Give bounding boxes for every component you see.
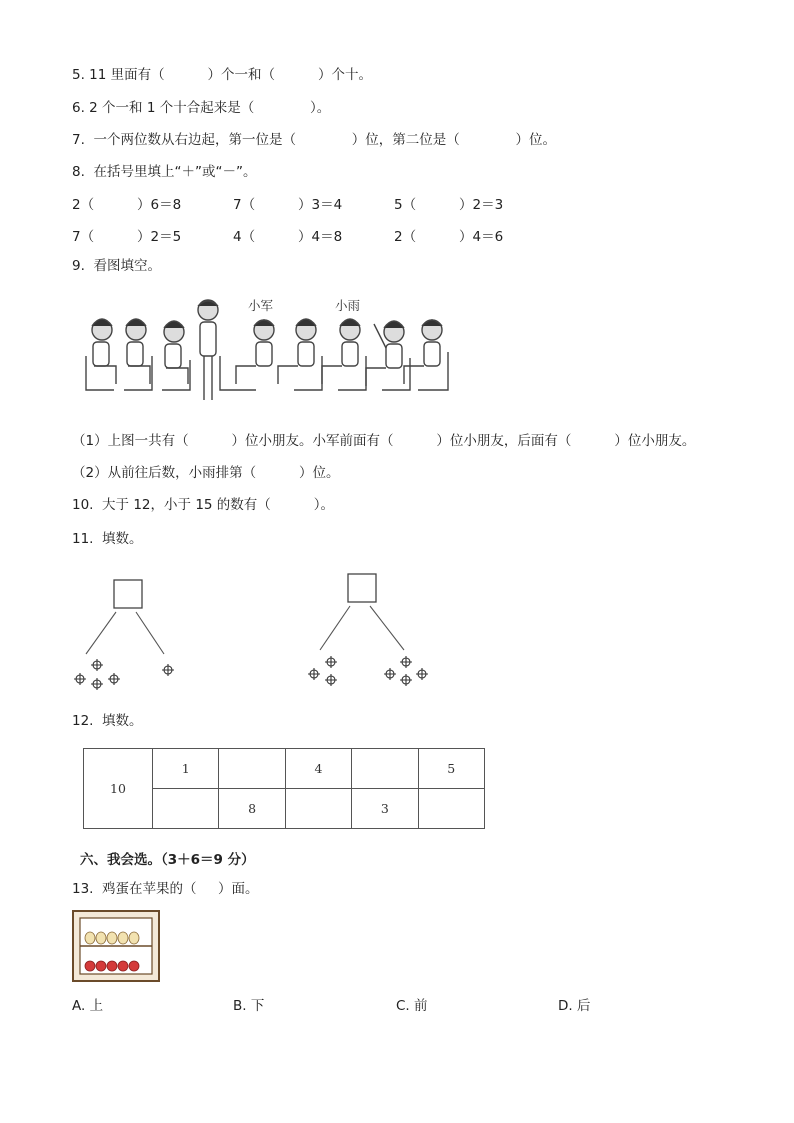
table-cell[interactable] [418, 789, 484, 829]
table-cell: 3 [352, 789, 418, 829]
q8-item-6: 2（ ）4＝6 [394, 229, 504, 245]
question-7: 7. 一个两位数从右边起，第一位是（ ）位，第二位是（ ）位。 [72, 132, 557, 148]
q8-item-4: 7（ ）2＝5 [72, 229, 182, 245]
q8-item-2: 7（ ）3＝4 [233, 197, 343, 213]
question-8: 8. 在括号里填上“＋”或“－”。 [72, 164, 257, 180]
table-cell: 4 [285, 749, 351, 789]
fridge-eggs-apples-illustration [72, 910, 160, 982]
answer-box[interactable] [348, 574, 376, 602]
child-2 [124, 319, 152, 390]
label-xiaojun: 小军 [248, 298, 274, 313]
child-1 [86, 319, 116, 390]
child-7 [322, 319, 366, 390]
child-3 [162, 321, 190, 390]
section-6-heading: 六、我会选。（3＋6＝9 分） [80, 852, 255, 868]
question-9: 9. 看图填空。 [72, 258, 161, 274]
q8-item-3: 5（ ）2＝3 [394, 197, 504, 213]
question-9-part-1: （1）上图一共有（ ）位小朋友。小军前面有（ ）位小朋友，后面有（ ）位小朋友。 [72, 433, 696, 449]
egg-icon-group [85, 932, 139, 944]
question-10: 10. 大于 12，小于 15 的数有（ ）。 [72, 497, 334, 513]
table-cell: 5 [418, 749, 484, 789]
sun-icon-group-left [308, 656, 337, 686]
option-d[interactable]: D. 后 [558, 998, 591, 1014]
apple-icon-group [85, 961, 139, 971]
label-xiaoyu: 小雨 [335, 298, 361, 313]
sun-icon-group-left [74, 659, 120, 690]
child-5 [220, 320, 274, 390]
table-cell[interactable] [352, 749, 418, 789]
question-11: 11. 填数。 [72, 531, 143, 547]
question-12: 12. 填数。 [72, 713, 143, 729]
option-c[interactable]: C. 前 [396, 998, 428, 1014]
number-tree-1 [64, 572, 194, 697]
option-b[interactable]: B. 下 [233, 998, 265, 1014]
child-6 [278, 319, 322, 390]
table-cell-left: 10 [84, 749, 153, 829]
q8-item-5: 4（ ）4＝8 [233, 229, 343, 245]
option-a[interactable]: A. 上 [72, 998, 104, 1014]
table-cell: 8 [219, 789, 285, 829]
sun-icon-group-right [162, 664, 174, 676]
number-tree-2 [298, 566, 438, 691]
question-6: 6. 2 个一和 1 个十合起来是（ ）。 [72, 100, 331, 116]
table-cell[interactable] [219, 749, 285, 789]
children-row-illustration [80, 290, 452, 408]
question-5: 5. 11 里面有（ ）个一和（ ）个十。 [72, 67, 372, 83]
table-cell: 1 [153, 749, 219, 789]
answer-box[interactable] [114, 580, 142, 608]
q8-item-1: 2（ ）6＝8 [72, 197, 182, 213]
table-cell[interactable] [285, 789, 351, 829]
question-13: 13. 鸡蛋在苹果的（ ）面。 [72, 881, 259, 897]
child-4-standing [198, 300, 218, 400]
number-fill-table [83, 748, 485, 829]
sun-icon-group-right [384, 656, 428, 686]
table-cell[interactable] [153, 789, 219, 829]
question-9-part-2: （2）从前往后数，小雨排第（ ）位。 [72, 465, 340, 481]
